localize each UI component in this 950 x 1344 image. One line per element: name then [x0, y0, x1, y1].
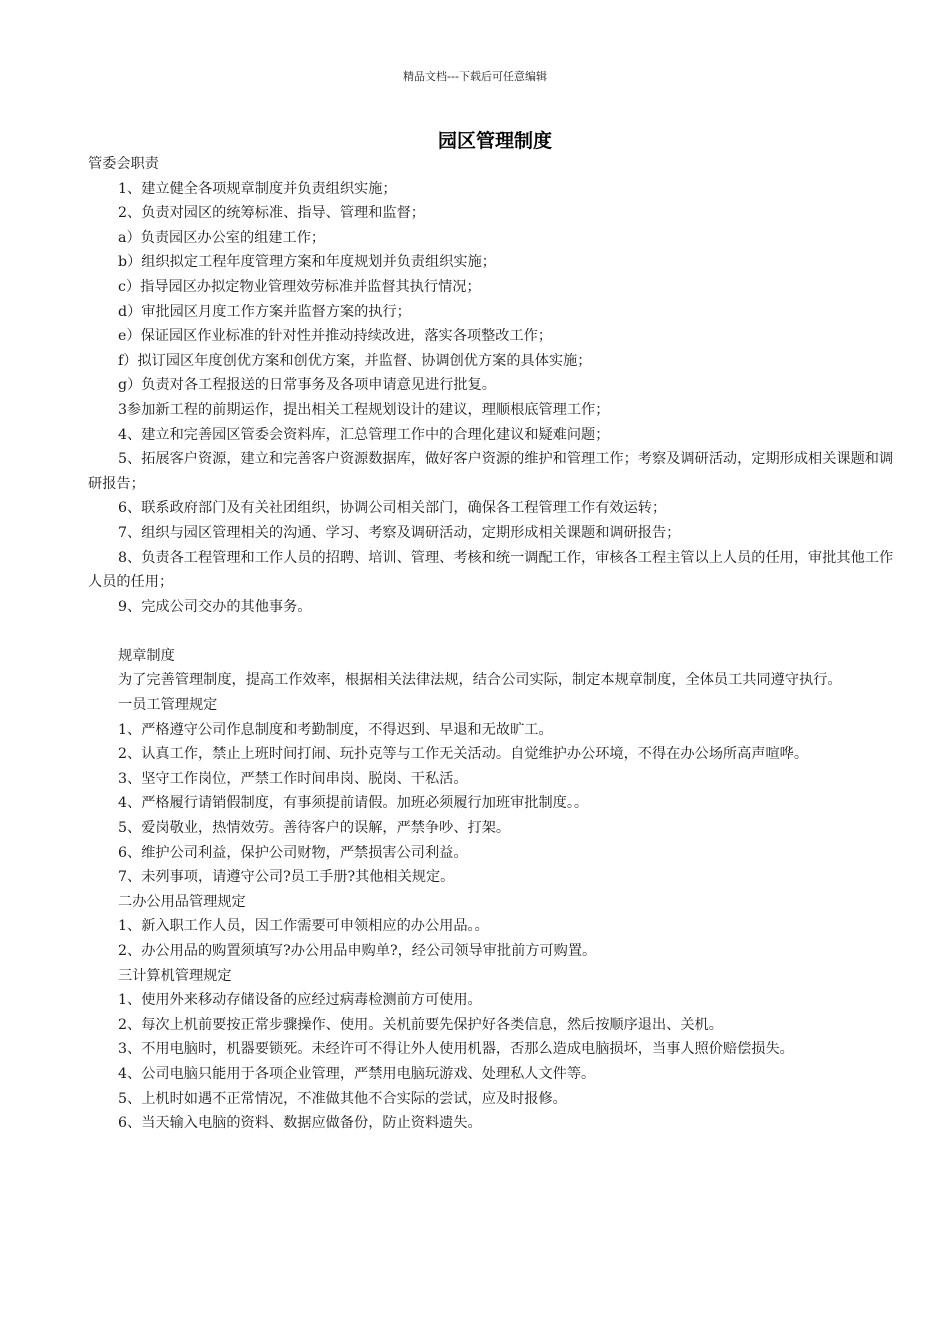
subsection-heading: 一员工管理规定 [118, 697, 218, 714]
paragraph: 3、不用电脑时，机器要锁死。未经许可不得让外人使用机器，否那么造成电脑损坏，当事人照价赔偿损失。 [118, 1041, 794, 1058]
paragraph: b）组织拟定工程年度管理方案和年度规划并负责组织实施； [118, 254, 496, 271]
document-title: 园区管理制度 [437, 130, 552, 152]
subsection-heading: 二办公用品管理规定 [118, 893, 246, 910]
paragraph: 为了完善管理制度，提高工作效率，根据相关法律法规，结合公司实际，制定本规章制度，全体员工共同遵守执行。 [118, 672, 842, 689]
paragraph: 5、爱岗敬业，热情效劳。善待客户的误解，严禁争吵、打架。 [118, 820, 511, 837]
blank-line [88, 619, 902, 644]
paragraph: 7、组织与园区管理相关的沟通、学习、考察及调研活动，定期形成相关课题和调研报告； [118, 524, 681, 541]
paragraph: 1、建立健全各项规章制度并负责组织实施； [118, 180, 397, 197]
paragraph: 2、认真工作，禁止上班时间打闹、玩扑克等与工作无关活动。自觉维护办公环境，不得在办公场所高声喧哗。 [118, 746, 809, 763]
paragraph: 4、严格履行请销假制度，有事须提前请假。加班必须履行加班审批制度。。 [118, 795, 589, 812]
paragraph: 8、负责各工程管理和工作人员的招聘、培训、管理、考核和统一调配工作，审核各工程主管以上人员的任用，审批其他工作人员的任用； [88, 549, 894, 591]
paragraph: f）拟订园区年度创优方案和创优方案，并监督、协调创优方案的具体实施； [118, 352, 592, 369]
section-heading: 规章制度 [118, 647, 175, 664]
paragraph: 4、建立和完善园区管委会资料库，汇总管理工作中的合理化建议和疑难问题； [118, 426, 610, 443]
paragraph: 6、联系政府部门及有关社团组织，协调公司相关部门，确保各工程管理工作有效运转； [118, 500, 667, 517]
paragraph: c）指导园区办拟定物业管理效劳标准并监督其执行情况； [118, 278, 481, 295]
paragraph: 1、新入职工作人员，因工作需要可申领相应的办公用品。。 [118, 918, 489, 935]
paragraph: 3参加新工程的前期运作，提出相关工程规划设计的建议，理顺根底管理工作； [118, 401, 610, 418]
paragraph: 7、未列事项，请遵守公司?员工手册?其他相关规定。 [118, 869, 455, 886]
paragraph: 2、负责对园区的统筹标准、指导、管理和监督； [118, 205, 425, 222]
paragraph: 5、上机时如遇不正常情况，不准做其他不合实际的尝试，应及时报修。 [118, 1090, 567, 1107]
paragraph: 6、维护公司利益，保护公司财物，严禁损害公司利益。 [118, 844, 468, 861]
paragraph: d）审批园区月度工作方案并监督方案的执行； [118, 303, 411, 320]
paragraph: g）负责对各工程报送的日常事务及各项申请意见进行批复。 [118, 377, 496, 394]
subsection-heading: 三计算机管理规定 [118, 967, 232, 984]
paragraph: 6、当天输入电脑的资料、数据应做备份，防止资料遗失。 [118, 1115, 482, 1132]
paragraph: a）负责园区办公室的组建工作； [118, 229, 326, 246]
header-note: 精品文档---下载后可任意编辑 [403, 70, 547, 83]
paragraph: 3、坚守工作岗位，严禁工作时间串岗、脱岗、干私活。 [118, 770, 468, 787]
paragraph: 2、每次上机前要按正常步骤操作、使用。关机前要先保护好各类信息，然后按顺序退出、关机。 [118, 1016, 723, 1033]
paragraph: e）保证园区作业标准的针对性并推动持续改进，落实各项整改工作； [118, 328, 553, 345]
document-body [88, 152, 902, 1136]
paragraph: 1、严格遵守公司作息制度和考勤制度，不得迟到、早退和无故旷工。 [118, 721, 553, 738]
section-heading: 管委会职责 [88, 156, 159, 172]
paragraph: 5、拓展客户资源，建立和完善客户资源数据库，做好客户资源的维护和管理工作；考察及调研活动，定期形成相关课题和调研报告； [88, 451, 894, 492]
paragraph: 4、公司电脑只能用于各项企业管理，严禁用电脑玩游戏、处理私人文件等。 [118, 1065, 596, 1082]
paragraph: 1、使用外来移动存储设备的应经过病毒检测前方可使用。 [118, 992, 482, 1009]
paragraph: 2、办公用品的购置须填写?办公用品申购单?，经公司领导审批前方可购置。 [118, 943, 597, 959]
paragraph: 9、完成公司交办的其他事务。 [118, 598, 312, 615]
